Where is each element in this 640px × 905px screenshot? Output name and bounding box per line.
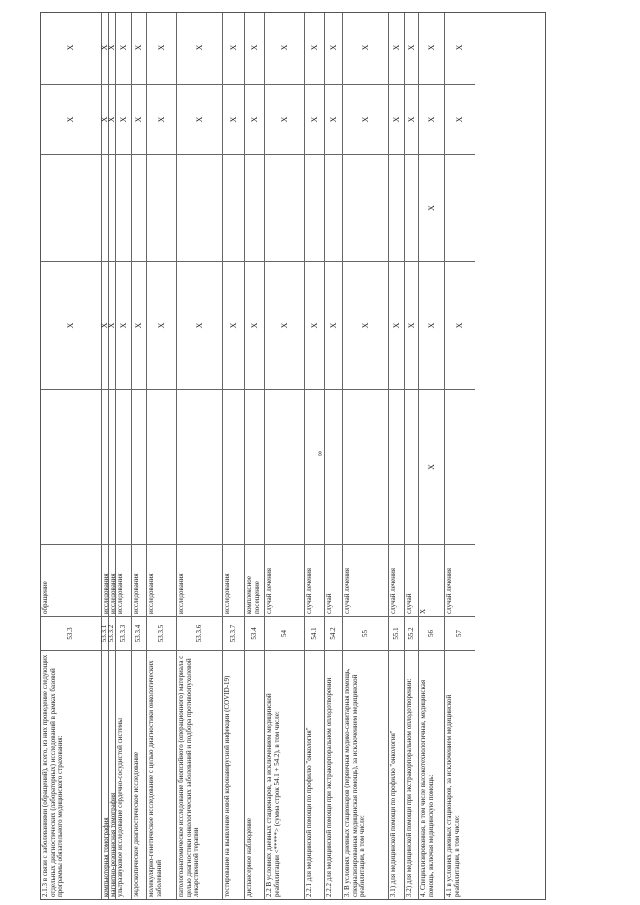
cell-v2: X <box>405 262 418 390</box>
cell-v1 <box>41 390 101 545</box>
cell-v5: X <box>116 11 131 85</box>
cell-v3 <box>177 155 222 262</box>
table-row <box>388 13 404 899</box>
table-row <box>131 13 146 899</box>
cell-v2: X <box>223 262 244 390</box>
table-row <box>264 13 304 899</box>
cell-v4: X <box>405 85 418 155</box>
cell-v2: X <box>343 262 388 390</box>
cell-v2: X <box>305 262 324 390</box>
cell-name: 4. Специализированная, в том числе высокотехнологичная, медицинская помощь, включая медицинскую помощь: <box>419 679 435 897</box>
cell-unit: случай лечения <box>389 545 404 617</box>
cell-code: 53.3.3 <box>116 617 131 651</box>
cell-name: компьютерная томография <box>102 817 110 897</box>
cell-v4: X <box>223 85 244 155</box>
cell-unit: X <box>419 545 444 617</box>
cell-v5: X <box>102 11 108 85</box>
cell-unit: случай лечения <box>343 545 388 617</box>
cell-unit: случай <box>405 545 418 617</box>
cell-code: 54 <box>265 617 304 651</box>
cell-v1 <box>343 390 388 545</box>
cell-name: 2.2.2 для медицинской помощи при экстракорпоральном оплодотворении <box>325 677 333 897</box>
cell-v3 <box>147 155 176 262</box>
cell-v1 <box>223 390 244 545</box>
cell-code: 53.3.5 <box>147 617 176 651</box>
cell-v4: X <box>305 85 324 155</box>
cell-code: 53.3.1 <box>102 617 108 651</box>
cell-name: 2.2.1 для медицинской помощи по профилю "онкология" <box>305 727 313 897</box>
cell-v4: X <box>389 85 404 155</box>
cell-v1 <box>177 390 222 545</box>
cell-unit: исследования <box>116 545 131 617</box>
cell-unit: исследования <box>102 545 108 617</box>
cell-v2: X <box>265 262 304 390</box>
cell-v2: X <box>102 262 108 390</box>
cell-v4: X <box>419 85 444 155</box>
cell-v4: X <box>116 85 131 155</box>
cell-v2: X <box>445 262 475 390</box>
cell-v4: X <box>245 85 264 155</box>
table-row <box>444 13 475 899</box>
cell-code: 56 <box>419 617 444 651</box>
cell-unit: случай лечения <box>265 545 304 617</box>
cell-name: 2.2 В условиях дневных стационаров, за исключением медицинской реабилитации <*****> (сумма строк 54.1 + 54.2), в том числе: <box>265 693 281 897</box>
cell-v4: X <box>177 85 222 155</box>
cell-v5: X <box>245 11 264 85</box>
cell-v5: X <box>405 11 418 85</box>
cell-v4: X <box>41 85 101 155</box>
cell-v1 <box>132 390 146 545</box>
cell-v4: X <box>265 85 304 155</box>
cell-unit: исследования <box>177 545 222 617</box>
cell-unit: случай лечения <box>305 545 324 617</box>
cell-v5: X <box>389 11 404 85</box>
cell-v3 <box>343 155 388 262</box>
cell-v4: X <box>147 85 176 155</box>
cell-v2: X <box>245 262 264 390</box>
cell-unit: исследования <box>132 545 146 617</box>
cell-name: тестирование на выявление новой коронавирусной инфекции (COVID-19) <box>223 675 231 897</box>
cell-v2: X <box>177 262 222 390</box>
cell-v3 <box>405 155 418 262</box>
cell-v4: X <box>445 85 475 155</box>
cell-v3 <box>223 155 244 262</box>
cell-name: 4.1 в условиях дневных стационаров, за исключением медицинской реабилитации, в том числе: <box>445 694 461 897</box>
page-number: 8 <box>318 450 322 458</box>
cell-code: 54.2 <box>325 617 342 651</box>
cell-v1 <box>116 390 131 545</box>
cell-name: эндоскопическое диагностическое исследование <box>132 752 140 897</box>
cell-v5: X <box>41 11 101 85</box>
cell-v2: X <box>116 262 131 390</box>
cell-v3 <box>265 155 304 262</box>
cell-code: 57 <box>445 617 475 651</box>
cell-v3 <box>305 155 324 262</box>
cell-v1: X <box>419 390 444 545</box>
cell-v3: X <box>419 155 444 262</box>
cell-v2: X <box>389 262 404 390</box>
table-row <box>146 13 176 899</box>
cell-v5: X <box>305 11 324 85</box>
cell-unit: исследования <box>109 545 115 617</box>
cell-v5: X <box>132 11 146 85</box>
cell-v4: X <box>102 85 108 155</box>
cell-v3 <box>245 155 264 262</box>
cell-v4: X <box>325 85 342 155</box>
cell-v1 <box>389 390 404 545</box>
cell-name: 2.1.3 в связи с заболеваниями (обращений), всего, из них проведение следующих отдельных диагностических (лабораторных) исследований в рамках базовой программы обязательного медицинского страхования: <box>41 654 65 897</box>
cell-unit: случай лечения <box>445 545 475 617</box>
cell-v3 <box>445 155 475 262</box>
table-row <box>222 13 244 899</box>
cell-code: 53.4 <box>245 617 264 651</box>
data-table <box>40 12 546 900</box>
table-row <box>108 13 115 899</box>
cell-unit: исследования <box>223 545 244 617</box>
cell-unit: комплексное посещение <box>245 545 264 617</box>
cell-unit: случай <box>325 545 342 617</box>
cell-v2: X <box>147 262 176 390</box>
cell-name: ультразвуковое исследование сердечно-сосудистой системы <box>116 718 124 897</box>
cell-v5: X <box>445 11 475 85</box>
cell-v3 <box>325 155 342 262</box>
table-row <box>418 13 444 899</box>
cell-v5: X <box>343 11 388 85</box>
cell-v1 <box>265 390 304 545</box>
cell-v2: X <box>419 262 444 390</box>
cell-v4: X <box>109 85 115 155</box>
cell-v2: X <box>41 262 101 390</box>
cell-code: 55.2 <box>405 617 418 651</box>
cell-name: 3. В условиях дневных стационаров (первичная медико-санитарная помощь, специализированная медицинская помощь), за исключением медицинской реабилитации, в том числе: <box>343 668 367 897</box>
cell-v4: X <box>132 85 146 155</box>
table-row <box>342 13 388 899</box>
cell-unit: исследования <box>147 545 176 617</box>
cell-code: 55.1 <box>389 617 404 651</box>
cell-name: 3.2) для медицинской помощи при экстракорпоральном оплодотворении: <box>405 678 413 897</box>
table-row <box>404 13 418 899</box>
cell-v3 <box>116 155 131 262</box>
cell-code: 53.3.6 <box>177 617 222 651</box>
table-row <box>115 13 131 899</box>
cell-v5: X <box>147 11 176 85</box>
cell-v5: X <box>223 11 244 85</box>
cell-name: магнитно-резонансная томография <box>109 792 117 897</box>
cell-code: 54.1 <box>305 617 324 651</box>
table-row <box>176 13 222 899</box>
cell-v1 <box>245 390 264 545</box>
cell-v5: X <box>265 11 304 85</box>
cell-v1 <box>405 390 418 545</box>
table-row <box>324 13 342 899</box>
cell-v5: X <box>109 11 115 85</box>
table-row <box>41 13 101 899</box>
table-row <box>244 13 264 899</box>
cell-code: 53.3 <box>41 617 101 651</box>
cell-name: молекулярно-генетическое исследование с целью диагностики онкологических заболеваний <box>147 660 163 897</box>
cell-code: 53.3.2 <box>109 617 115 651</box>
table-row <box>101 13 108 899</box>
cell-v1 <box>305 390 324 545</box>
cell-name: патологоанатомическое исследование биопсийного (операционного) материала с целью диагностики онкологических заболеваний и подбора противоопухолевой лекарственной терапии <box>177 655 201 897</box>
cell-v1 <box>147 390 176 545</box>
cell-name: 3.1) для медицинской помощи по профилю "онкология" <box>389 730 397 897</box>
cell-v2: X <box>132 262 146 390</box>
cell-v4: X <box>343 85 388 155</box>
cell-v5: X <box>419 11 444 85</box>
cell-v1 <box>445 390 475 545</box>
cell-name: диспансерное наблюдение <box>245 818 253 897</box>
cell-code: 53.3.7 <box>223 617 244 651</box>
cell-v3 <box>389 155 404 262</box>
cell-v3 <box>41 155 101 262</box>
cell-code: 55 <box>343 617 388 651</box>
cell-v2: X <box>109 262 115 390</box>
cell-v3 <box>132 155 146 262</box>
cell-code: 53.3.4 <box>132 617 146 651</box>
cell-unit: обращение <box>41 545 101 617</box>
cell-v5: X <box>325 11 342 85</box>
cell-v5: X <box>177 11 222 85</box>
table-row <box>304 13 324 899</box>
cell-v2: X <box>325 262 342 390</box>
cell-v1 <box>325 390 342 545</box>
